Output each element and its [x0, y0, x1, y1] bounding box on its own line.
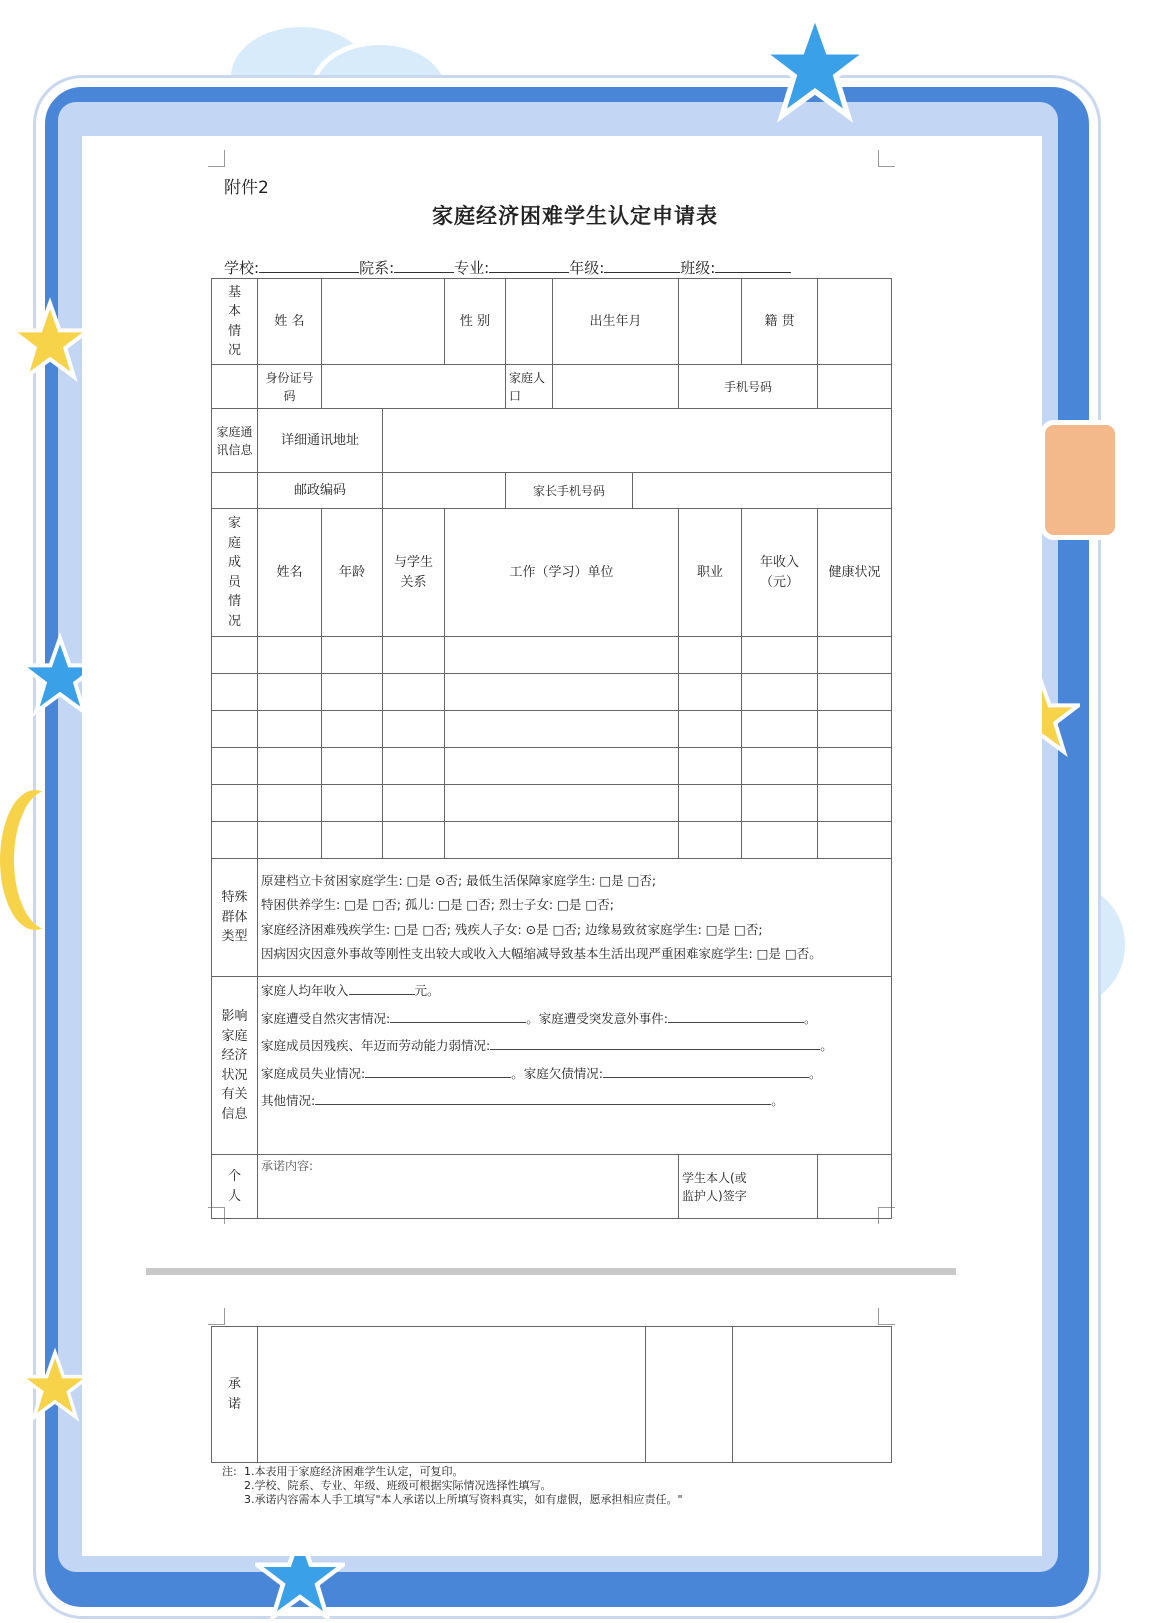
- origin-label: 籍 贯: [742, 279, 818, 365]
- class-label: 班级:: [680, 259, 716, 277]
- note-item: 3.承诺内容需本人手工填写"本人承诺以上所填写资料真实，如有虚假，愿承担相应责任。": [244, 1492, 683, 1506]
- disability-field[interactable]: [490, 1037, 820, 1050]
- page-separator: [146, 1268, 956, 1275]
- member-row: [212, 822, 892, 859]
- other-label: 其他情况:: [261, 1093, 316, 1108]
- mobile-label: 手机号码: [679, 365, 818, 409]
- name-field[interactable]: [322, 279, 445, 365]
- factors-section-label: 影响家庭经济状况有关信息: [212, 977, 258, 1155]
- unemployment-label: 家庭成员失业情况:: [261, 1065, 366, 1081]
- note-item: 2.学校、院系、专业、年级、班级可根据实际情况选择性填写。: [244, 1478, 552, 1492]
- special-option-line[interactable]: 因病因灾因意外事故等刚性支出较大或收入大幅缩减导致基本生活出现严重困难家庭学生: □是 □否。: [261, 945, 822, 961]
- gender-field[interactable]: [506, 279, 553, 365]
- promise-content-continued[interactable]: [258, 1327, 646, 1463]
- tab-decoration: [1040, 420, 1120, 540]
- signature-field[interactable]: [818, 1155, 892, 1219]
- blank-cell: [212, 473, 258, 509]
- signature-field-continued[interactable]: [733, 1327, 892, 1463]
- department-field[interactable]: [394, 258, 454, 273]
- member-row: [212, 748, 892, 785]
- address-label: 详细通讯地址: [258, 409, 383, 473]
- blank-cell: [212, 365, 258, 409]
- gender-label: 性 别: [445, 279, 506, 365]
- star-icon: [10, 280, 90, 400]
- member-row: [212, 637, 892, 674]
- id-number-label: 身份证号码: [258, 365, 322, 409]
- promise-section-label-top: 个人: [212, 1155, 258, 1219]
- school-info-line: [224, 257, 864, 278]
- member-header: 健康状况: [818, 509, 892, 637]
- star-icon: [20, 1330, 90, 1440]
- attachment-label: 附件2: [224, 178, 269, 198]
- debt-field[interactable]: [603, 1065, 809, 1078]
- major-field[interactable]: [489, 258, 569, 273]
- department-label: 院系:: [359, 259, 395, 277]
- school-field[interactable]: [259, 258, 359, 273]
- emergency-field[interactable]: [668, 1010, 804, 1023]
- class-field[interactable]: [715, 258, 791, 273]
- star-icon: [760, 0, 870, 130]
- special-section-label: 特殊群体类型: [212, 859, 258, 977]
- promise-content-label: 承诺内容:: [261, 1159, 314, 1173]
- period: 。: [808, 1065, 822, 1081]
- crop-mark: [208, 1308, 225, 1325]
- contact-section-label: 家庭通讯信息: [212, 409, 258, 473]
- school-label: 学校:: [224, 259, 260, 277]
- member-header: 工作（学习）单位: [445, 509, 679, 637]
- postcode-field[interactable]: [383, 473, 506, 509]
- notes-label: 注:: [222, 1465, 237, 1478]
- crop-mark: [208, 150, 225, 167]
- member-header: 与学生关系: [383, 509, 445, 637]
- signature-label: 学生本人(或监护人)签字: [679, 1155, 818, 1219]
- member-header: 姓名: [258, 509, 322, 637]
- unemployment-field[interactable]: [365, 1065, 511, 1078]
- application-form-table: [211, 278, 892, 1219]
- special-option-line[interactable]: 原建档立卡贫困家庭学生: □是 ⊙否; 最低生活保障家庭学生: □是 □否;: [261, 872, 657, 888]
- member-header: 职业: [679, 509, 742, 637]
- disaster-field[interactable]: [390, 1010, 526, 1023]
- income-field[interactable]: [349, 982, 415, 995]
- special-options[interactable]: [258, 859, 892, 977]
- family-population-label: 家庭人口: [506, 365, 553, 409]
- members-section-label: 家庭成员情况: [212, 509, 258, 637]
- member-header: 年收入（元）: [742, 509, 818, 637]
- member-header: 年龄: [322, 509, 383, 637]
- member-row: [212, 785, 892, 822]
- major-label: 专业:: [454, 259, 490, 277]
- id-number-field[interactable]: [322, 365, 506, 409]
- signature-label-continued: [646, 1327, 733, 1463]
- income-unit: 元。: [414, 983, 440, 998]
- debt-label: 。家庭欠债情况:: [511, 1065, 603, 1081]
- birth-field[interactable]: [679, 279, 742, 365]
- moon-decoration: [14, 790, 84, 930]
- promise-content-field[interactable]: [258, 1155, 679, 1219]
- crop-mark: [878, 150, 895, 167]
- special-option-line[interactable]: 家庭经济困难残疾学生: □是 □否; 残疾人子女: ⊙是 □否; 边缘易致贫家庭学生: □是 □否;: [261, 921, 763, 937]
- other-field[interactable]: [315, 1092, 771, 1105]
- grade-label: 年级:: [569, 259, 605, 277]
- address-field[interactable]: [383, 409, 892, 473]
- special-option-line[interactable]: 特困供养学生: □是 □否; 孤儿: □是 □否; 烈士子女: □是 □否;: [261, 897, 614, 913]
- note-item: 1.本表用于家庭经济困难学生认定，可复印。: [244, 1465, 464, 1478]
- period: 。: [803, 1010, 817, 1026]
- disability-label: 家庭成员因残疾、年迈而劳动能力弱情况:: [261, 1038, 491, 1053]
- page-title: 家庭经济困难学生认定申请表: [432, 204, 718, 228]
- member-row: [212, 674, 892, 711]
- postcode-label: 邮政编码: [258, 473, 383, 509]
- grade-field[interactable]: [604, 258, 680, 273]
- family-population-field[interactable]: [553, 365, 679, 409]
- birth-label: 出生年月: [553, 279, 679, 365]
- name-label: 姓 名: [258, 279, 322, 365]
- member-row: [212, 711, 892, 748]
- factors-fields: [258, 977, 892, 1155]
- crop-mark: [878, 1308, 895, 1325]
- parent-mobile-field[interactable]: [633, 473, 892, 509]
- period: 。: [771, 1093, 784, 1108]
- disaster-label: 家庭遭受自然灾害情况:: [261, 1010, 391, 1026]
- emergency-label: 。家庭遭受突发意外事件:: [526, 1010, 668, 1026]
- basic-section-label: 基本情况: [212, 279, 258, 365]
- promise-section-label: 承诺: [212, 1327, 258, 1463]
- income-label: 家庭人均年收入: [261, 983, 349, 998]
- promise-continuation-table: [211, 1326, 892, 1463]
- mobile-field[interactable]: [818, 365, 892, 409]
- parent-mobile-label: 家长手机号码: [506, 473, 633, 509]
- period: 。: [820, 1038, 833, 1053]
- origin-field[interactable]: [818, 279, 892, 365]
- notes: [222, 1465, 862, 1506]
